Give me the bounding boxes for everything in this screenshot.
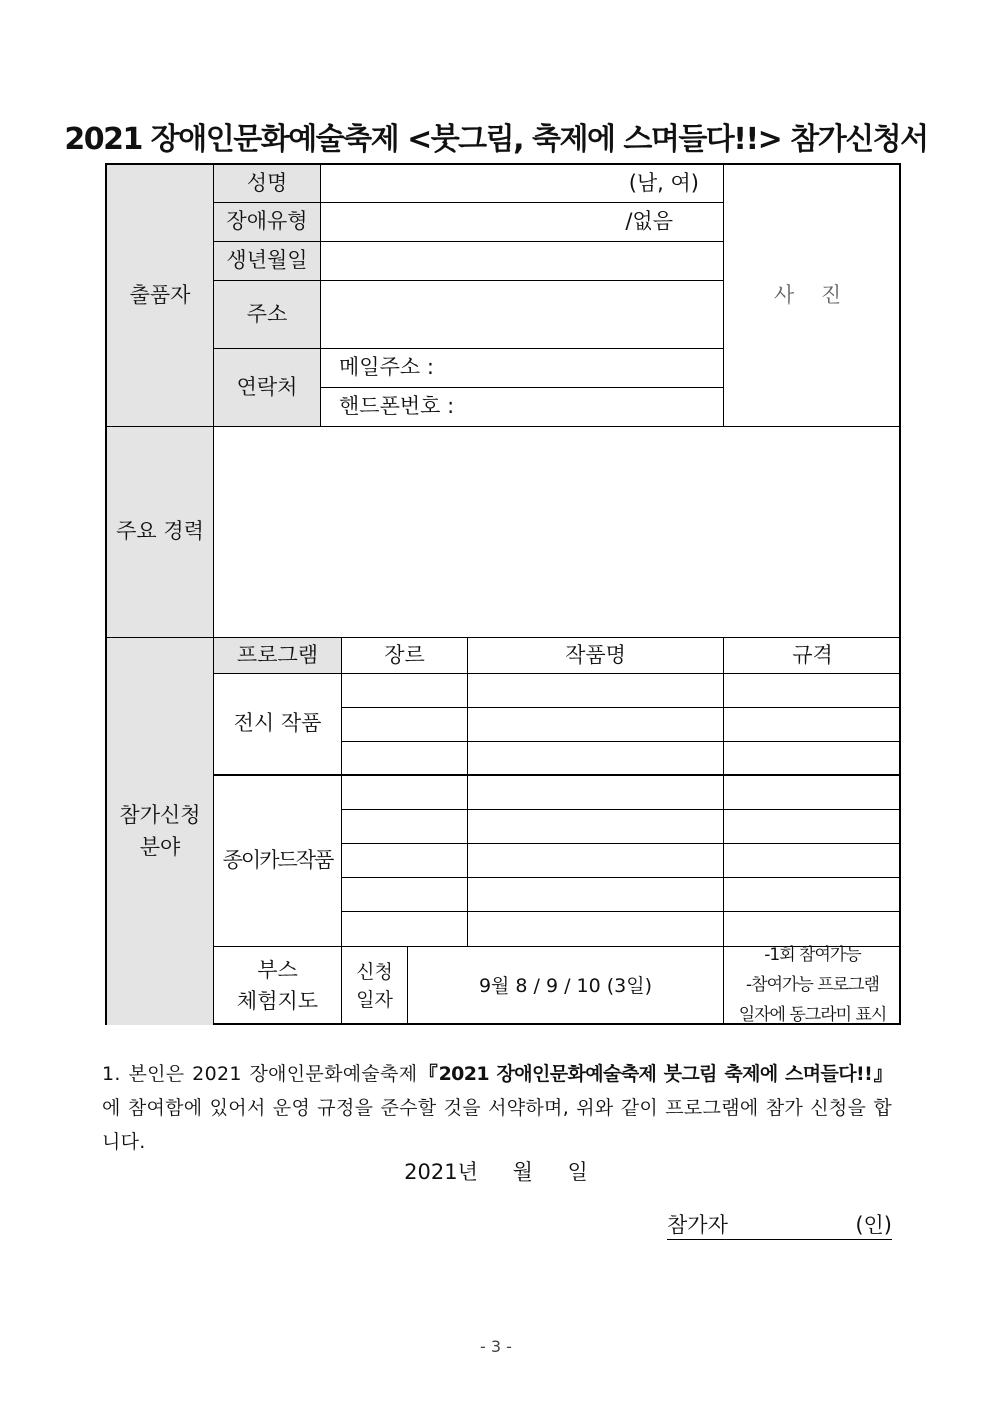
application-label-line1: 참가신청 xyxy=(119,803,201,827)
date-line: 2021년 월 일 xyxy=(404,1160,588,1184)
exhibition-size-cell[interactable] xyxy=(724,742,901,776)
paper-card-size-cell[interactable] xyxy=(724,776,901,810)
address-label: 주소 xyxy=(214,281,321,349)
career-field[interactable] xyxy=(214,427,901,638)
pledge-paragraph xyxy=(102,1057,892,1159)
form-title: 2021 장애인문화예술축제 <붓그림, 축제에 스며들다!!> 참가신청서 xyxy=(64,122,928,157)
booth-note-1: -1회 참여가능 xyxy=(764,945,861,966)
paper-card-title-cell[interactable] xyxy=(468,878,724,912)
header-genre: 장르 xyxy=(342,638,468,674)
disability-hint: /없음 xyxy=(625,209,673,234)
paper-card-genre-cell[interactable] xyxy=(342,844,468,878)
paper-card-label: 종이카드작품 xyxy=(214,776,342,947)
booth-notes xyxy=(724,947,901,1025)
signature-label: 참가자 xyxy=(667,1213,728,1237)
header-program: 프로그램 xyxy=(214,638,342,674)
email-label: 메일주소 : xyxy=(339,355,434,380)
paper-card-title-cell[interactable] xyxy=(468,810,724,844)
apply-date-label-line2: 일자 xyxy=(356,989,393,1011)
pledge-festival-name: 『2021 장애인문화예술축제 붓그림 축제에 스며들다!!』 xyxy=(417,1063,892,1085)
disability-field[interactable] xyxy=(321,203,724,242)
exhibition-genre-cell[interactable] xyxy=(342,708,468,742)
address-field[interactable] xyxy=(321,281,724,349)
paper-card-genre-cell[interactable] xyxy=(342,776,468,810)
header-size: 규격 xyxy=(724,638,901,674)
header-title: 작품명 xyxy=(468,638,724,674)
disability-label: 장애유형 xyxy=(214,203,321,242)
email-field[interactable] xyxy=(321,349,724,388)
paper-card-title-cell[interactable] xyxy=(468,844,724,878)
paper-card-genre-cell[interactable] xyxy=(342,912,468,947)
booth-note-3: 일자에 동그라미 표시 xyxy=(738,1004,887,1025)
birth-field[interactable] xyxy=(321,242,724,281)
phone-label: 핸드폰번호 : xyxy=(339,394,455,419)
booth-label-line2: 체험지도 xyxy=(236,989,319,1013)
paper-card-genre-cell[interactable] xyxy=(342,878,468,912)
birth-label: 생년월일 xyxy=(214,242,321,281)
pledge-text-before: 1. 본인은 2021 장애인문화예술축제 xyxy=(102,1063,418,1085)
apply-date-label xyxy=(342,947,408,1025)
phone-field[interactable] xyxy=(321,388,724,427)
application-section-label xyxy=(107,638,214,1025)
paper-card-title-cell[interactable] xyxy=(468,776,724,810)
photo-box[interactable]: 사 진 xyxy=(724,165,901,427)
signature-seal: (인) xyxy=(855,1213,892,1237)
paper-card-title-cell[interactable] xyxy=(468,912,724,947)
application-label-line2: 분야 xyxy=(139,834,181,859)
exhibition-title-cell[interactable] xyxy=(468,674,724,708)
signature-line[interactable] xyxy=(667,1209,892,1240)
pledge-text-after: 에 참여함에 있어서 운영 규정을 준수할 것을 서약하며, 위와 같이 프로그램에 참가 신청을 합니다. xyxy=(102,1097,892,1153)
paper-card-size-cell[interactable] xyxy=(724,844,901,878)
contact-label: 연락처 xyxy=(214,349,321,427)
career-label: 주요 경력 xyxy=(107,427,214,638)
page-number: - 3 - xyxy=(480,1337,512,1356)
paper-card-size-cell[interactable] xyxy=(724,810,901,844)
exhibition-title-cell[interactable] xyxy=(468,742,724,776)
applicant-section-label: 출품자 xyxy=(107,165,214,427)
exhibition-genre-cell[interactable] xyxy=(342,742,468,776)
apply-date-options[interactable]: 9월 8 / 9 / 10 (3일) xyxy=(408,947,724,1025)
booth-label xyxy=(214,947,342,1025)
exhibition-size-cell[interactable] xyxy=(724,708,901,742)
exhibition-genre-cell[interactable] xyxy=(342,674,468,708)
paper-card-size-cell[interactable] xyxy=(724,878,901,912)
gender-hint: (남, 여) xyxy=(628,170,699,195)
exhibition-title-cell[interactable] xyxy=(468,708,724,742)
application-form-table xyxy=(105,163,901,1025)
booth-note-2: -참여가능 프로그램 xyxy=(746,975,879,996)
exhibition-label: 전시 작품 xyxy=(214,674,342,776)
name-field[interactable] xyxy=(321,165,724,203)
name-label: 성명 xyxy=(214,165,321,203)
paper-card-genre-cell[interactable] xyxy=(342,810,468,844)
apply-date-label-line1: 신청 xyxy=(356,960,393,983)
exhibition-size-cell[interactable] xyxy=(724,674,901,708)
booth-label-line1: 부스 xyxy=(257,957,298,982)
